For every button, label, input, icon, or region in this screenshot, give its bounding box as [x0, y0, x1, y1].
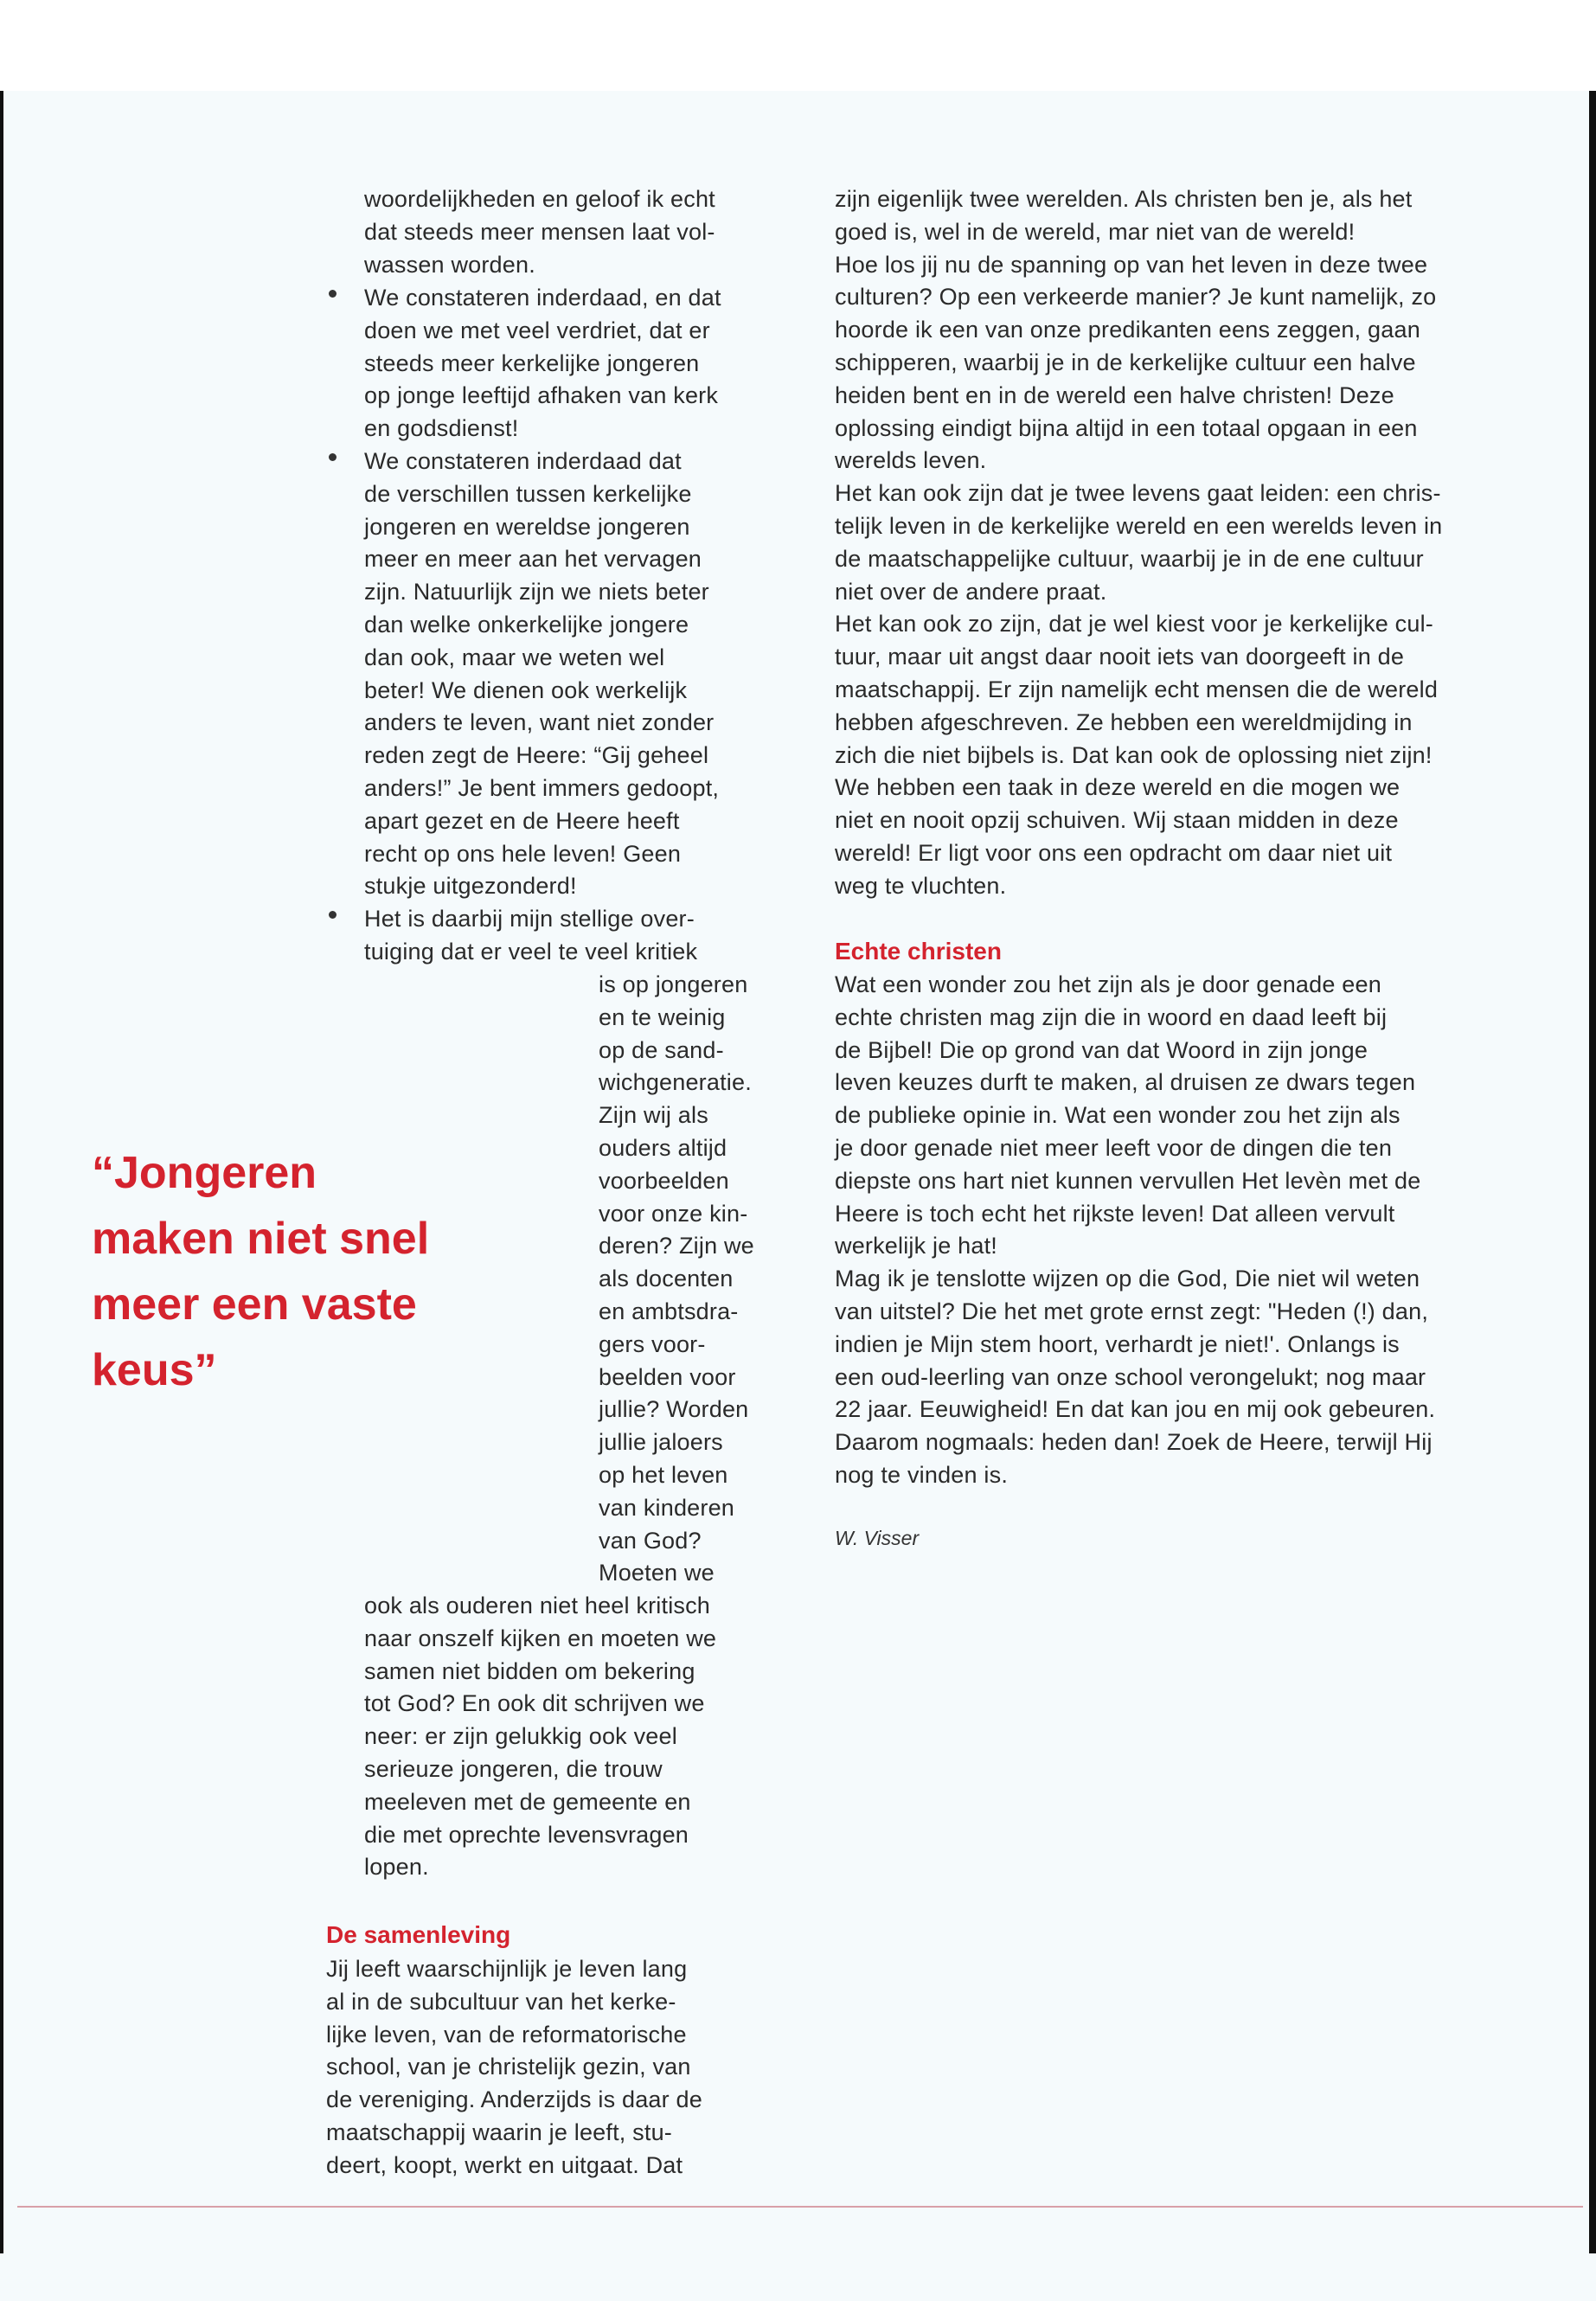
text-line: Het is daarbij mijn stellige over- — [364, 906, 695, 932]
text-line: weg te vluchten. — [835, 872, 1007, 899]
bullet-marker — [329, 290, 337, 298]
text-line: nog te vinden is. — [835, 1461, 1009, 1488]
text-line: woordelijkheden en geloof ik echt — [364, 186, 715, 212]
text-line: werkelijk je hat! — [835, 1233, 997, 1259]
text-line: Daarom nogmaals: heden dan! Zoek de Heere, terwijl Hij — [835, 1429, 1433, 1456]
text-line: zijn. Natuurlijk zijn we niets beter — [364, 579, 709, 606]
pull-quote — [92, 1140, 559, 1403]
text-line: wereld! Er ligt voor ons een opdracht om daar niet uit — [835, 839, 1393, 866]
text-line: 22 jaar. Eeuwigheid! En dat kan jou en mij ook gebeuren. — [835, 1396, 1436, 1423]
text-line: Heere is toch echt het rijkste leven! Dat alleen vervult — [835, 1200, 1395, 1227]
text-line: neer: er zijn gelukkig ook veel — [364, 1723, 677, 1750]
text-line: We constateren inderdaad dat — [364, 448, 682, 474]
text-line: maatschappij. Er zijn namelijk echt mensen die de wereld — [835, 676, 1439, 702]
text-line: wichgeneratie. — [599, 1069, 752, 1096]
text-line: dan welke onkerkelijke jongere — [364, 611, 689, 638]
text-line: naar onszelf kijken en moeten we — [364, 1625, 717, 1651]
text-line: een oud-leerling van onze school verongelukt; nog maar — [835, 1363, 1426, 1390]
text-line: telijk leven in de kerkelijke wereld en een werelds leven in — [835, 512, 1443, 539]
text-line: op de sand- — [599, 1036, 724, 1063]
bullet-item-2 — [364, 445, 719, 903]
text-line: doen we met veel verdriet, dat er — [364, 317, 710, 343]
text-line: dan ook, maar we weten wel — [364, 644, 665, 670]
bullet-marker — [329, 453, 337, 461]
text-line: We hebben een taak in deze wereld en die mogen we — [835, 774, 1401, 801]
text-line: anders te leven, want niet zonder — [364, 709, 715, 736]
text-line: leven keuzes durft te maken, al druisen ze dwars tegen — [835, 1069, 1416, 1096]
text-line: lopen. — [364, 1854, 429, 1881]
text-line: als docenten — [599, 1266, 734, 1292]
text-line: recht op ons hele leven! Geen — [364, 840, 682, 867]
text-line: echte christen mag zijn die in woord en daad leeft bij — [835, 1003, 1388, 1030]
quote-line: keus” — [92, 1345, 217, 1395]
text-line: ouders altijd — [599, 1134, 727, 1161]
text-line: jullie? Worden — [599, 1396, 749, 1423]
text-line: anders!” Je bent immers gedoopt, — [364, 774, 720, 801]
page-right-edge — [1589, 91, 1596, 2253]
text-line: op jonge leeftijd afhaken van kerk — [364, 382, 719, 409]
text-line: stukje uitgezonderd! — [364, 873, 577, 900]
text-line: de Bijbel! Die op grond van dat Woord in zijn jonge — [835, 1036, 1368, 1063]
text-line: al in de subcultuur van het kerke- — [326, 1988, 676, 2015]
text-line: je door genade niet meer leeft voor de dingen die ten — [835, 1134, 1393, 1161]
bullet-marker — [329, 911, 337, 919]
text-line: niet over de andere praat. — [835, 578, 1107, 605]
text-line: tot God? En ook dit schrijven we — [364, 1690, 705, 1717]
text-line: reden zegt de Heere: “Gij geheel — [364, 742, 709, 769]
text-line: beelden voor — [599, 1363, 736, 1390]
text-line: indien je Mijn stem hoort, verhardt je niet!'. Onlangs is — [835, 1330, 1400, 1357]
text-line: dat steeds meer mensen laat vol- — [364, 218, 715, 245]
echte-christen-paragraph — [835, 969, 1435, 1492]
text-line: en godsdienst! — [364, 415, 519, 442]
text-line: heiden bent en in de wereld een halve christen! Deze — [835, 381, 1394, 408]
text-line: is op jongeren — [599, 971, 748, 997]
text-line: en ambtsdra- — [599, 1298, 739, 1324]
text-line: de maatschappelijke cultuur, waarbij je in de ene cultuur — [835, 545, 1424, 572]
text-line: samen niet bidden om bekering — [364, 1657, 695, 1684]
text-line: tuiging dat er veel te veel kritiek — [364, 938, 698, 965]
bullet-item-3-continued — [364, 1590, 716, 1884]
section-heading-echte-christen: Echte christen — [835, 938, 1002, 965]
section-heading-samenleving: De samenleving — [326, 1921, 511, 1948]
text-line: en te weinig — [599, 1003, 726, 1030]
text-line: meeleven met de gemeente en — [364, 1788, 691, 1815]
text-line: deren? Zijn we — [599, 1233, 754, 1259]
intro-paragraph — [364, 183, 715, 281]
text-line: niet en nooit opzij schuiven. Wij staan midden in deze — [835, 807, 1399, 834]
text-line: lijke leven, van de reformatorische — [326, 2021, 687, 2048]
text-line: We constateren inderdaad, en dat — [364, 285, 721, 311]
text-line: zijn eigenlijk twee werelden. Als christen ben je, als het — [835, 186, 1413, 212]
text-line: voorbeelden — [599, 1167, 729, 1194]
author-signature: W. Visser — [835, 1527, 920, 1549]
text-line: Wat een wonder zou het zijn als je door genade een — [835, 971, 1381, 997]
text-line: Moeten we — [599, 1560, 715, 1586]
top-margin — [0, 0, 1596, 91]
text-line: schipperen, waarbij je in de kerkelijke cultuur een halve — [835, 349, 1416, 375]
text-line: Het kan ook zijn dat je twee levens gaat leiden: een chris- — [835, 480, 1441, 507]
text-line: die met oprechte levensvragen — [364, 1821, 689, 1848]
quote-line: “Jongeren — [92, 1148, 317, 1198]
text-line: wassen worden. — [364, 251, 535, 278]
text-line: Mag ik je tenslotte wijzen op die God, Die niet wil weten — [835, 1266, 1420, 1292]
text-line: voor onze kin- — [599, 1200, 748, 1227]
text-line: Zijn wij als — [599, 1102, 708, 1129]
bullet-item-3 — [364, 903, 697, 969]
text-line: van uitstel? Die het met grote ernst zegt: "Heden (!) dan, — [835, 1298, 1429, 1324]
text-line: Het kan ook zo zijn, dat je wel kiest voor je kerkelijke cul- — [835, 611, 1433, 638]
bullet-item-1 — [364, 282, 721, 445]
text-line: apart gezet en de Heere heeft — [364, 807, 680, 834]
text-line: oplossing eindigt bijna altijd in een totaal opgaan in een — [835, 414, 1418, 441]
page-left-edge — [0, 91, 3, 2253]
text-line: de verschillen tussen kerkelijke — [364, 480, 692, 507]
text-line: diepste ons hart niet kunnen vervullen Het levèn met de — [835, 1167, 1421, 1194]
text-line: de vereniging. Anderzijds is daar de — [326, 2086, 702, 2113]
text-line: tuur, maar uit angst daar nooit iets van doorgeeft in de — [835, 644, 1405, 670]
bottom-divider — [17, 2206, 1583, 2208]
text-line: de publieke opinie in. Wat een wonder zou het zijn als — [835, 1102, 1401, 1129]
text-line: goed is, wel in de wereld, mar niet van de wereld! — [835, 218, 1356, 245]
bullet-item-3-narrow — [599, 969, 754, 1590]
text-line: jongeren en wereldse jongeren — [364, 513, 690, 540]
text-line: culturen? Op een verkeerde manier? Je kunt namelijk, zo — [835, 284, 1437, 311]
text-line: van kinderen — [599, 1494, 735, 1521]
text-line: ook als ouderen niet heel kritisch — [364, 1593, 711, 1618]
text-line: werelds leven. — [835, 447, 987, 474]
text-line: hoorde ik een van onze predikanten eens zeggen, gaan — [835, 317, 1420, 343]
quote-line: maken niet snel — [92, 1214, 430, 1264]
text-line: serieuze jongeren, die trouw — [364, 1755, 663, 1782]
text-line: op het leven — [599, 1461, 728, 1488]
text-line: gers voor- — [599, 1330, 706, 1357]
text-line: school, van je christelijk gezin, van — [326, 2054, 691, 2080]
text-line: jullie jaloers — [599, 1429, 723, 1456]
text-line: Jij leeft waarschijnlijk je leven lang — [326, 1956, 688, 1982]
text-line: zich die niet bijbels is. Dat kan ook de oplossing niet zijn! — [835, 741, 1433, 768]
text-line: hebben afgeschreven. Ze hebben een wereldmijding in — [835, 708, 1413, 735]
text-line: deert, koopt, werkt en uitgaat. Dat — [326, 2151, 683, 2178]
text-line: Hoe los jij nu de spanning op van het leven in deze twee — [835, 251, 1428, 278]
text-line: beter! We dienen ook werkelijk — [364, 676, 688, 703]
text-line: steeds meer kerkelijke jongeren — [364, 349, 700, 376]
text-line: maatschappij waarin je leeft, stu- — [326, 2118, 672, 2145]
right-paragraph — [835, 183, 1442, 903]
quote-line: meer een vaste — [92, 1279, 417, 1330]
samenleving-paragraph — [326, 1953, 702, 2182]
text-line: meer en meer aan het vervagen — [364, 546, 702, 573]
text-line: van God? — [599, 1527, 702, 1554]
